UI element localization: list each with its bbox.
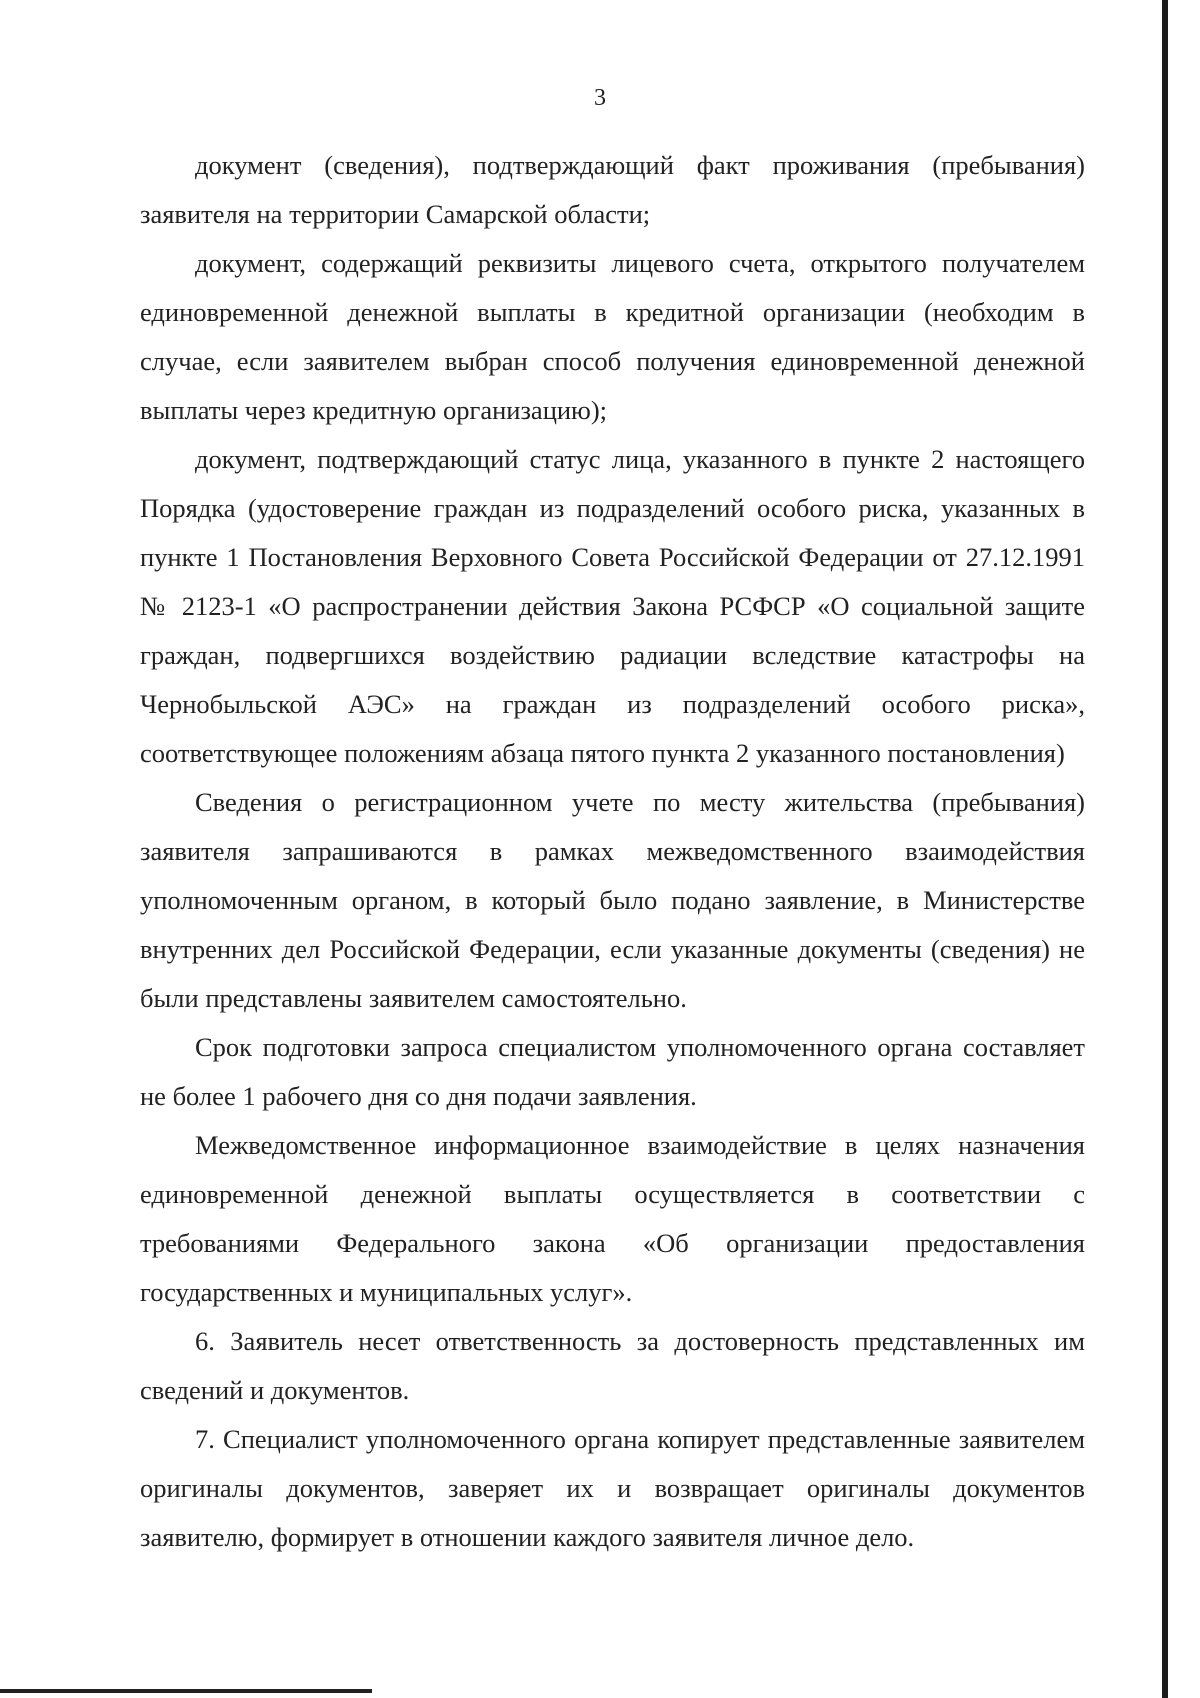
scan-edge-bottom [0, 1689, 372, 1693]
paragraph-status-document: документ, подтверждающий статус лица, указанного в пункте 2 настоящего Порядка (удостоверение граждан из подразделений особого риска, указанных в пункте 1 Постановления Верховного Совета Российской Федерации от 27.12.1991 № 2123-1 «О распространении действия Закона РСФСР «О социальной защите граждан, подвергшихся воздействию радиации вследствие катастрофы на Чернобыльской АЭС» на граждан из подразделений особого риска», соответствующее положениям абзаца пятого пункта 2 указанного постановления) [140, 444, 1085, 768]
paragraph-interagency-interaction: Межведомственное информационное взаимодействие в целях назначения единовременной денежной выплаты осуществляется в соответствии с требованиями Федерального закона «Об организации предоставления государственных и муниципальных услуг». [140, 1130, 1085, 1307]
scan-edge-right [1162, 0, 1168, 1698]
paragraph-item-7: 7. Специалист уполномоченного органа копирует представленные заявителем оригиналы документов, заверяет их и возвращает оригиналы документов заявителю, формирует в отношении каждого заявителя личное дело. [140, 1424, 1085, 1552]
paragraph-residence-document: документ (сведения), подтверждающий факт проживания (пребывания) заявителя на территории Самарской области; [140, 150, 1085, 229]
page-number: 3 [594, 85, 606, 111]
paragraph-item-6: 6. Заявитель несет ответственность за достоверность представленных им сведений и документов. [140, 1326, 1085, 1405]
paragraph-request-deadline: Срок подготовки запроса специалистом уполномоченного органа составляет не более 1 рабочего дня со дня подачи заявления. [140, 1032, 1085, 1111]
paragraph-registration-info: Сведения о регистрационном учете по месту жительства (пребывания) заявителя запрашиваются в рамках межведомственного взаимодействия уполномоченным органом, в который было подано заявление, в Министерстве внутренних дел Российской Федерации, если указанные документы (сведения) не были представлены заявителем самостоятельно. [140, 787, 1085, 1013]
document-body [140, 141, 1085, 1562]
paragraph-bank-account-document: документ, содержащий реквизиты лицевого счета, открытого получателем единовременной денежной выплаты в кредитной организации (необходим в случае, если заявителем выбран способ получения единовременной денежной выплаты через кредитную организацию); [140, 248, 1085, 425]
